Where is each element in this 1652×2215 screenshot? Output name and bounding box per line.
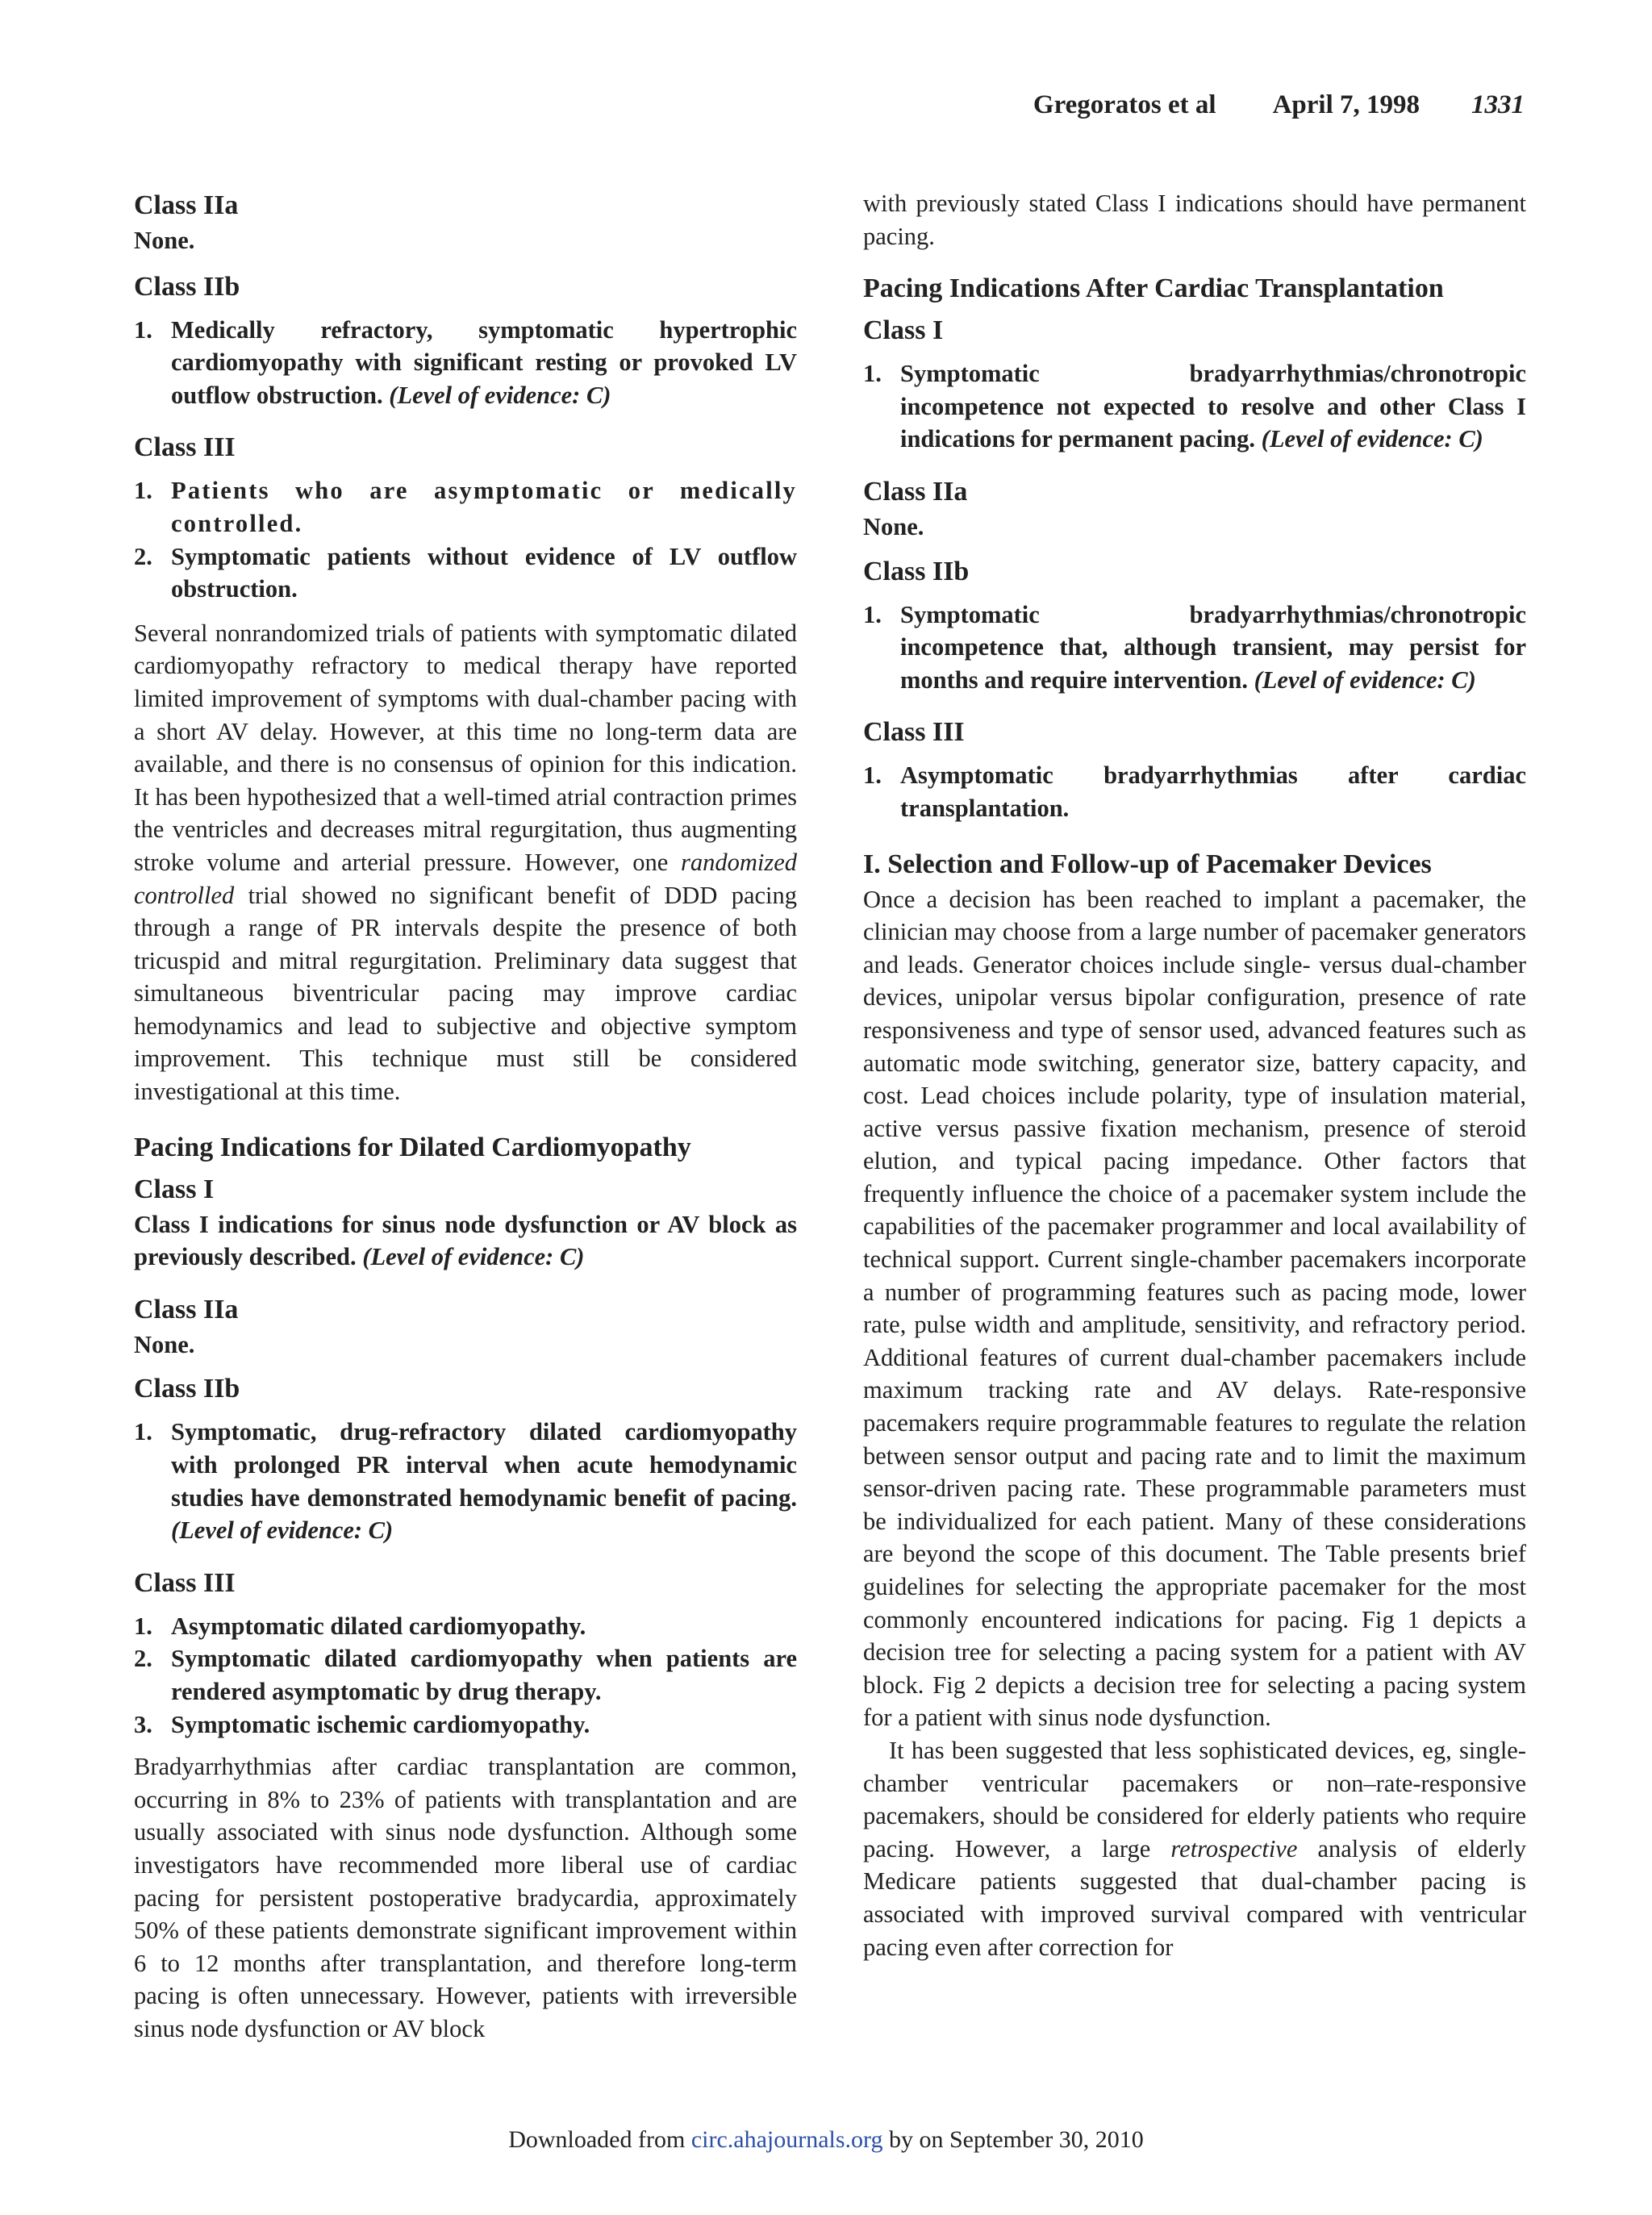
class-heading: Class III <box>134 432 236 463</box>
footer-prefix: Downloaded from <box>508 2126 691 2153</box>
evidence-level: (Level of evidence: C) <box>362 1243 585 1271</box>
class-heading: Class IIa <box>134 1294 239 1324</box>
footer-suffix: by on September 30, 2010 <box>882 2126 1144 2153</box>
indication-list <box>134 1416 797 1546</box>
class-heading: Class IIb <box>134 271 240 302</box>
list-item: 1. Symptomatic, drug-refractory dilated cardiomyopathy with prolonged PR interval when acute hemodynamic studies have demonstrated hemodynamic benefit of pacing. (Level of evidence: C) <box>134 1418 797 1545</box>
class-heading: Class IIb <box>863 556 970 586</box>
list-item: 1. Patients who are asymptomatic or medically controlled. <box>134 477 797 537</box>
class-heading: Class IIa <box>134 190 239 220</box>
class-heading: Class III <box>134 1567 236 1598</box>
body-paragraph: Once a decision has been reached to implant a pacemaker, the clinician may choose from a large number of pacemaker generators and leads. Generator choices include single- versus dual-chamber devices, unipolar versus bipolar configuration, presence of rate responsiveness and type of sensor used, advanced features such as automatic mode switching, generator size, battery capacity, and cost. Lead choices include polarity, type of insulation material, active versus passive fixation mechanism, presence of steroid elution, and typical pacing impedance. Other factors that frequently influence the choice of a pacemaker system include the capabilities of the pacemaker programmer and local availability of technical support. Current single-chamber pacemakers incorporate a number of programming features such as pacing mode, lower rate, pulse width and amplitude, sensitivity, and refractory period. Additional features of current dual-chamber pacemakers include maximum tracking rate and AV delays. Rate-responsive pacemakers require programmable features to regulate the relation between sensor output and pacing rate and to limit the maximum sensor-driven pacing rate. These programmable parameters must be individualized for each patient. Many of these considerations are beyond the scope of this document. The Table presents brief guidelines for selecting the appropriate pacemaker for the most commonly encountered indications for pacing. Fig 1 depicts a decision tree for selecting a pacing system for a patient with AV block. Fig 2 depicts a decision tree for selecting a pacing system for a patient with sinus node dysfunction. <box>863 885 1526 1732</box>
body-paragraph: Several nonrandomized trials of patients with symptomatic dilated cardiomyopathy refractory to medical therapy have reported limited improvement of symptoms with dual-chamber pacing with a short AV delay. However, at this time no long-term data are available, and there is no consensus of opinion for this indication. It has been hypothesized that a well-timed atrial contraction primes the ventricles and decreases mitral regurgitation, thus augmenting stroke volume and arterial pressure. However, one randomized controlled trial showed no significant benefit of DDD pacing through a range of PR intervals despite the presence of both tricuspid and mitral regurgitation. Preliminary data suggest that simultaneous biventricular pacing may improve cardiac hemodynamics and lead to subjective and objective symptom improvement. This technique must still be considered investigational at this time. <box>134 619 797 1106</box>
indication-list <box>863 599 1526 697</box>
class-heading: Class I <box>863 315 944 346</box>
section-subheading: Pacing Indications After Cardiac Transplantation <box>863 273 1444 304</box>
class-heading: Class I <box>134 1174 215 1204</box>
class-text: Class I indications for sinus node dysfunction or AV block as previously described. (Level of evidence: C) <box>134 1210 797 1271</box>
header-author: Gregoratos et al <box>1032 90 1216 119</box>
list-item: 1. Asymptomatic bradyarrhythmias after cardiac transplantation. <box>863 761 1526 822</box>
right-column <box>863 187 1526 1963</box>
list-item: 1. Asymptomatic dilated cardiomyopathy. <box>134 1612 586 1640</box>
body-paragraph: Bradyarrhythmias after cardiac transplantation are common, occurring in 8% to 23% of patients with transplantation and are usually associated with sinus node dysfunction. Although some investigators have recommended more liberal use of cardiac pacing for persistent postoperative bradycardia, approximately 50% of these patients demonstrate significant improvement within 6 to 12 months after transplantation, and therefore long-term pacing is often unnecessary. However, patients with irreversible sinus node dysfunction or AV block <box>134 1753 797 2042</box>
class-none: None. <box>134 227 195 254</box>
section-subheading: Pacing Indications for Dilated Cardiomyopathy <box>134 1132 691 1162</box>
list-item: 3. Symptomatic ischemic cardiomyopathy. <box>134 1710 590 1738</box>
indication-list <box>134 1610 797 1741</box>
class-heading: Class IIa <box>863 476 968 507</box>
list-item: 1. Medically refractory, symptomatic hypertrophic cardiomyopathy with significant resting or provoked LV outflow obstruction. (Level of evidence: C) <box>134 315 797 409</box>
evidence-level: (Level of evidence: C) <box>389 381 611 409</box>
class-heading: Class III <box>863 717 965 748</box>
body-paragraph: It has been suggested that less sophisticated devices, eg, single-chamber ventricular pacemakers or non–rate-responsive pacemakers, should be considered for elderly patients who require pacing. However, a large retrospective analysis of elderly Medicare patients suggested that dual-chamber pacing is associated with improved survival compared with ventricular pacing even after correction for <box>863 1736 1526 1961</box>
body-paragraph: with previously stated Class I indications should have permanent pacing. <box>863 190 1526 250</box>
class-none: None. <box>863 512 924 540</box>
list-item: 1. Symptomatic bradyarrhythmias/chronotropic incompetence not expected to resolve and other Class I indications for permanent pacing. (Level of evidence: C) <box>863 360 1526 453</box>
left-column <box>134 187 797 2046</box>
footer-link[interactable]: circ.ahajournals.org <box>690 2126 883 2153</box>
list-item: 2. Symptomatic patients without evidence of LV outflow obstruction. <box>134 542 797 603</box>
class-heading: Class IIb <box>134 1374 240 1404</box>
class-none: None. <box>134 1330 195 1358</box>
indication-list <box>134 314 797 412</box>
header-page-number: 1331 <box>1471 90 1525 119</box>
evidence-level: (Level of evidence: C) <box>1254 665 1476 694</box>
evidence-level: (Level of evidence: C) <box>1261 425 1483 453</box>
indication-list <box>863 357 1526 456</box>
list-item: 2. Symptomatic dilated cardiomyopathy when patients are rendered asymptomatic by drug therapy. <box>134 1645 797 1705</box>
section-heading: I. Selection and Follow-up of Pacemaker Devices <box>863 849 1432 879</box>
running-header <box>1033 90 1525 120</box>
evidence-level: (Level of evidence: C) <box>171 1516 394 1545</box>
indication-list <box>863 759 1526 824</box>
header-date: April 7, 1998 <box>1272 90 1420 119</box>
list-item: 1. Symptomatic bradyarrhythmias/chronotropic incompetence that, although transient, may persist for months and require intervention. (Level of evidence: C) <box>863 600 1526 694</box>
download-footer <box>0 2126 1652 2154</box>
indication-list <box>134 474 797 605</box>
